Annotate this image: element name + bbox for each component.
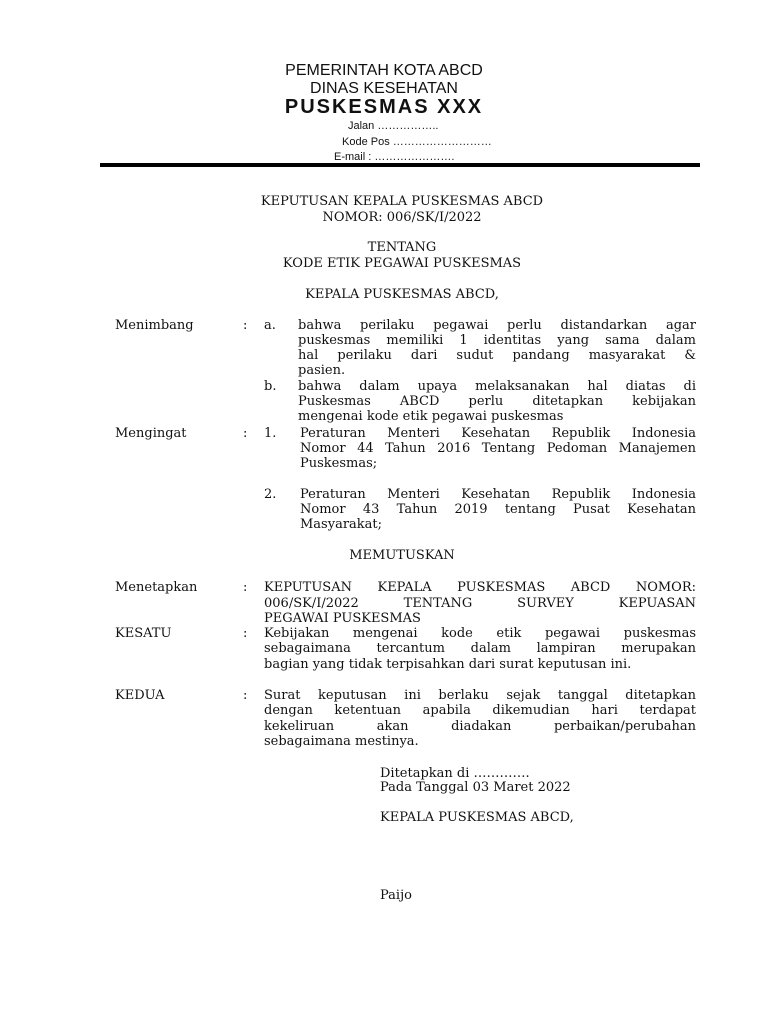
letterhead-email: E-mail : …………………. bbox=[334, 151, 455, 163]
kedua-label: KEDUA bbox=[115, 688, 165, 703]
menimbang-marker-b: b. bbox=[264, 379, 277, 394]
letterhead-address: Jalan …………….. bbox=[348, 120, 439, 132]
kesatu-line: sebagaimana tercantum dalam lampiran merupakan bbox=[264, 641, 696, 656]
menimbang-item-b-line: bahwa dalam upaya melaksanakan hal diatas di bbox=[298, 379, 696, 394]
decree-number: NOMOR: 006/SK/I/2022 bbox=[322, 210, 482, 225]
mengingat-item-1-line: Nomor 44 Tahun 2016 Tentang Pedoman Manajemen bbox=[300, 441, 696, 456]
menimbang-item-a-line: puskesmas memiliki 1 identitas yang sama dalam bbox=[298, 333, 696, 348]
signature-title: KEPALA PUSKESMAS ABCD, bbox=[380, 810, 574, 825]
menetapkan-line: KEPUTUSAN KEPALA PUSKESMAS ABCD NOMOR: bbox=[264, 580, 696, 595]
kedua-line: kekeliruan akan diadakan perbaikan/perubahan bbox=[264, 719, 696, 734]
mengingat-marker-1: 1. bbox=[264, 426, 277, 441]
letterhead-government: PEMERINTAH KOTA ABCD bbox=[285, 62, 483, 79]
kedua-line: Surat keputusan ini berlaku sejak tanggal ditetapkan bbox=[264, 688, 696, 703]
decree-title: KEPUTUSAN KEPALA PUSKESMAS ABCD bbox=[260, 194, 544, 209]
memutuskan-heading: MEMUTUSKAN bbox=[349, 548, 455, 563]
letterhead-institution: PUSKESMAS XXX bbox=[284, 96, 484, 118]
decree-subject: KODE ETIK PEGAWAI PUSKESMAS bbox=[282, 256, 522, 271]
mengingat-item-2-line: Nomor 43 Tahun 2019 tentang Pusat Kesehatan bbox=[300, 502, 696, 517]
signature-date: Pada Tanggal 03 Maret 2022 bbox=[380, 780, 571, 795]
decree-official: KEPALA PUSKESMAS ABCD, bbox=[305, 287, 499, 302]
letterhead-divider bbox=[100, 163, 700, 167]
menimbang-colon: : bbox=[243, 318, 248, 333]
kedua-line: dengan ketentuan apabila dikemudian hari terdapat bbox=[264, 703, 696, 718]
menimbang-item-b-line: Puskesmas ABCD perlu ditetapkan kebijakan bbox=[298, 394, 696, 409]
menimbang-item-a-last-line: pasien. bbox=[298, 363, 346, 378]
signature-name: Paijo bbox=[380, 888, 412, 903]
mengingat-colon: : bbox=[243, 426, 248, 441]
mengingat-label: Mengingat bbox=[115, 426, 187, 441]
kedua-last-line: sebagaimana mestinya. bbox=[264, 734, 419, 749]
menetapkan-line: 006/SK/I/2022 TENTANG SURVEY KEPUASAN bbox=[264, 596, 696, 611]
menimbang-item-a-line: hal perilaku dari sudut pandang masyarakat & bbox=[298, 348, 696, 363]
signature-place: Ditetapkan di …………. bbox=[380, 766, 530, 781]
kedua-colon: : bbox=[243, 688, 248, 703]
menetapkan-last-line: PEGAWAI PUSKESMAS bbox=[264, 611, 421, 626]
menimbang-item-b-last-line: mengenai kode etik pegawai puskesmas bbox=[298, 409, 564, 424]
kesatu-last-line: bagian yang tidak terpisahkan dari surat keputusan ini. bbox=[264, 657, 632, 672]
menimbang-item-a-line: bahwa perilaku pegawai perlu distandarkan agar bbox=[298, 318, 696, 333]
mengingat-item-2-last-line: Masyarakat; bbox=[300, 517, 383, 532]
menetapkan-label: Menetapkan bbox=[115, 580, 198, 595]
mengingat-item-2-line: Peraturan Menteri Kesehatan Republik Indonesia bbox=[300, 487, 696, 502]
letterhead-department: DINAS KESEHATAN bbox=[310, 80, 458, 97]
kesatu-line: Kebijakan mengenai kode etik pegawai puskesmas bbox=[264, 626, 696, 641]
mengingat-marker-2: 2. bbox=[264, 487, 277, 502]
kesatu-label: KESATU bbox=[115, 626, 172, 641]
menimbang-label: Menimbang bbox=[115, 318, 194, 333]
mengingat-item-1-last-line: Puskesmas; bbox=[300, 456, 378, 471]
kesatu-colon: : bbox=[243, 626, 248, 641]
menimbang-marker-a: a. bbox=[264, 318, 276, 333]
mengingat-item-1-line: Peraturan Menteri Kesehatan Republik Indonesia bbox=[300, 426, 696, 441]
menetapkan-colon: : bbox=[243, 580, 248, 595]
letterhead-postal-code: Kode Pos ……………………… bbox=[342, 136, 492, 148]
decree-about-label: TENTANG bbox=[367, 240, 437, 255]
